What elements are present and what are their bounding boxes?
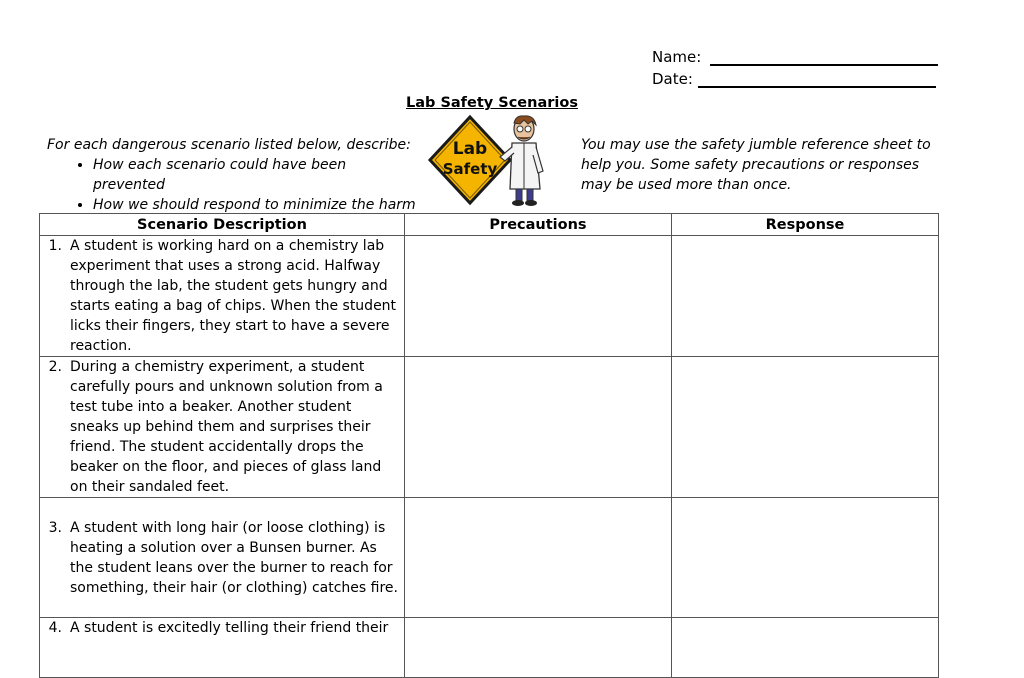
instruction-bullet: • How we should respond to minimize the harm <box>93 195 417 215</box>
page-title: Lab Safety Scenarios <box>406 95 578 111</box>
date-label: Date: <box>652 70 693 88</box>
logo-text-lab: Lab <box>452 139 488 159</box>
precautions-cell[interactable] <box>405 498 672 618</box>
table-row <box>40 618 939 678</box>
precautions-cell[interactable] <box>405 618 672 678</box>
scenario-text: A student is excitedly telling their friend their <box>70 620 389 636</box>
instruction-bullet: • How each scenario could have been prevented <box>93 155 417 195</box>
scenario-number: 1. <box>48 238 62 254</box>
logo-text-safety: Safety <box>442 160 498 178</box>
instructions-left <box>47 135 417 215</box>
scenario-number: 3. <box>48 520 62 536</box>
table-header-row <box>40 214 939 236</box>
scenario-cell <box>40 498 405 618</box>
response-cell[interactable] <box>672 357 939 498</box>
instructions-list <box>47 155 417 215</box>
name-blank[interactable] <box>710 50 938 66</box>
scenario-number: 4. <box>48 620 62 636</box>
table-row <box>40 236 939 357</box>
scenario-text: A student with long hair (or loose clothing) is heating a solution over a Bunsen burner. As the student leans over the burner to reach for something, their hair (or clothing) catches fire. <box>70 520 398 596</box>
name-field[interactable] <box>652 48 938 66</box>
scenario-cell <box>40 618 405 678</box>
scenario-cell <box>40 236 405 357</box>
scenario-text: A student is working hard on a chemistry lab experiment that uses a strong acid. Halfway through the lab, the student gets hungry and starts eating a bag of chips. When the student licks their fingers, they start to have a severe reaction. <box>70 238 397 354</box>
instructions-lead: For each dangerous scenario listed below, describe: <box>47 137 411 153</box>
header-response: Response <box>672 214 939 236</box>
instructions-right: You may use the safety jumble reference sheet to help you. Some safety precautions or responses may be used more than once. <box>581 137 931 193</box>
table-row <box>40 498 939 618</box>
name-label: Name: <box>652 48 702 66</box>
scenario-table <box>39 213 939 678</box>
lab-safety-logo <box>426 113 550 207</box>
response-cell[interactable] <box>672 618 939 678</box>
scenario-text: During a chemistry experiment, a student carefully pours and unknown solution from a test tube into a beaker. Another student sneaks up behind them and surprises their friend. The student accidentally drops the beaker on the floor, and pieces of glass land on their sandaled feet. <box>70 359 383 495</box>
date-field[interactable] <box>652 70 936 88</box>
response-cell[interactable] <box>672 498 939 618</box>
header-precautions: Precautions <box>405 214 672 236</box>
date-blank[interactable] <box>698 72 936 88</box>
table-row <box>40 357 939 498</box>
header-scenario-description: Scenario Description <box>40 214 405 236</box>
scenario-cell <box>40 357 405 498</box>
precautions-cell[interactable] <box>405 357 672 498</box>
scenario-number: 2. <box>48 359 62 375</box>
precautions-cell[interactable] <box>405 236 672 357</box>
response-cell[interactable] <box>672 236 939 357</box>
